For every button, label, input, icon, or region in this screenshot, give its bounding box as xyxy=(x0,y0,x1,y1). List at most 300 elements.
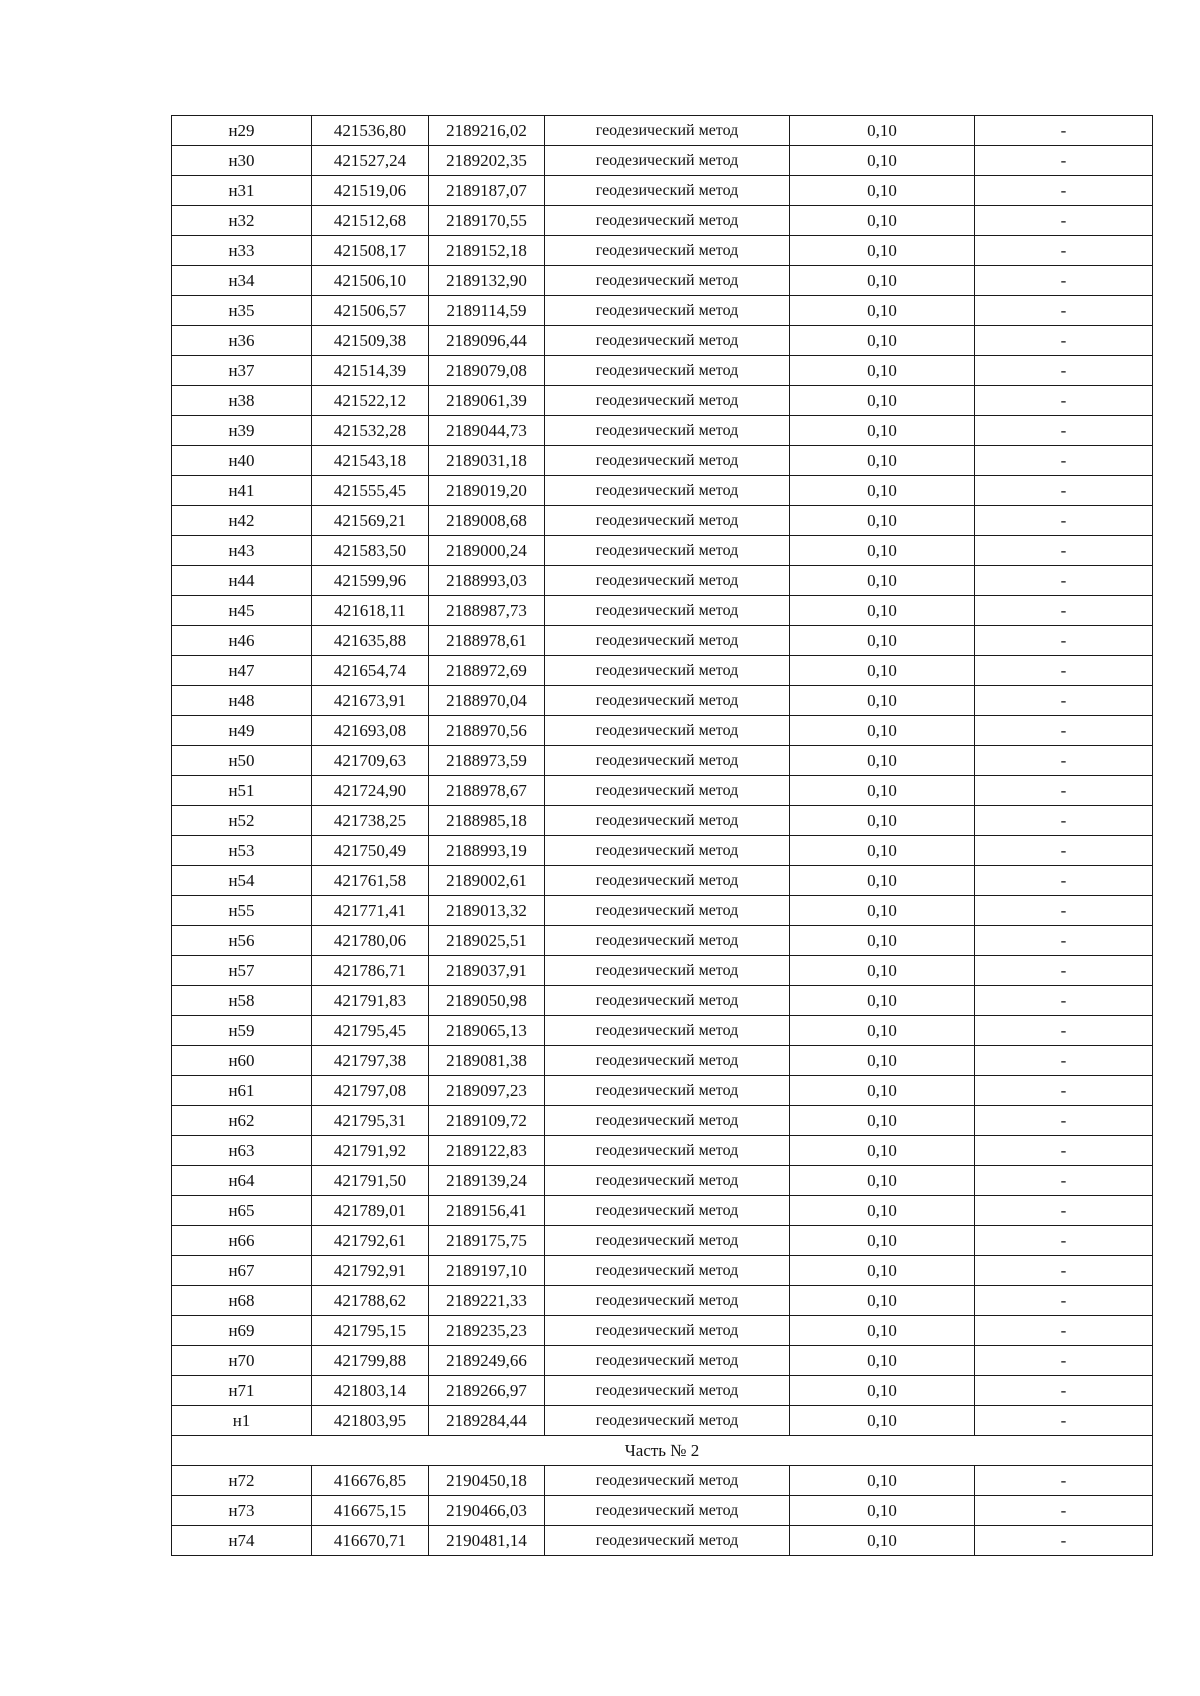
accuracy-cell: 0,10 xyxy=(790,476,975,506)
description-cell: - xyxy=(975,776,1153,806)
method-cell: геодезический метод xyxy=(545,1286,790,1316)
accuracy-cell: 0,10 xyxy=(790,296,975,326)
description-cell: - xyxy=(975,326,1153,356)
method-cell: геодезический метод xyxy=(545,896,790,926)
method-cell: геодезический метод xyxy=(545,386,790,416)
table-row xyxy=(172,536,1153,566)
method-cell: геодезический метод xyxy=(545,1226,790,1256)
y-coordinate-cell: 2188993,03 xyxy=(429,566,545,596)
method-cell: геодезический метод xyxy=(545,446,790,476)
accuracy-cell: 0,10 xyxy=(790,1286,975,1316)
point-name-cell: н38 xyxy=(172,386,312,416)
method-cell: геодезический метод xyxy=(545,1406,790,1436)
point-name-cell: н60 xyxy=(172,1046,312,1076)
method-cell: геодезический метод xyxy=(545,1076,790,1106)
table-row xyxy=(172,626,1153,656)
table-row xyxy=(172,116,1153,146)
table-row xyxy=(172,1256,1153,1286)
y-coordinate-cell: 2188972,69 xyxy=(429,656,545,686)
point-name-cell: н44 xyxy=(172,566,312,596)
y-coordinate-cell: 2189122,83 xyxy=(429,1136,545,1166)
x-coordinate-cell: 421788,62 xyxy=(312,1286,429,1316)
accuracy-cell: 0,10 xyxy=(790,986,975,1016)
accuracy-cell: 0,10 xyxy=(790,1316,975,1346)
description-cell: - xyxy=(975,1466,1153,1496)
description-cell: - xyxy=(975,1226,1153,1256)
point-name-cell: н67 xyxy=(172,1256,312,1286)
description-cell: - xyxy=(975,656,1153,686)
y-coordinate-cell: 2189170,55 xyxy=(429,206,545,236)
x-coordinate-cell: 421797,38 xyxy=(312,1046,429,1076)
x-coordinate-cell: 421803,14 xyxy=(312,1376,429,1406)
accuracy-cell: 0,10 xyxy=(790,776,975,806)
description-cell: - xyxy=(975,116,1153,146)
description-cell: - xyxy=(975,1316,1153,1346)
x-coordinate-cell: 421618,11 xyxy=(312,596,429,626)
y-coordinate-cell: 2189132,90 xyxy=(429,266,545,296)
method-cell: геодезический метод xyxy=(545,1526,790,1556)
point-name-cell: н66 xyxy=(172,1226,312,1256)
x-coordinate-cell: 421512,68 xyxy=(312,206,429,236)
accuracy-cell: 0,10 xyxy=(790,386,975,416)
description-cell: - xyxy=(975,746,1153,776)
x-coordinate-cell: 421569,21 xyxy=(312,506,429,536)
x-coordinate-cell: 421795,15 xyxy=(312,1316,429,1346)
x-coordinate-cell: 421527,24 xyxy=(312,146,429,176)
table-row xyxy=(172,1406,1153,1436)
table-row xyxy=(172,1076,1153,1106)
accuracy-cell: 0,10 xyxy=(790,1046,975,1076)
method-cell: геодезический метод xyxy=(545,986,790,1016)
point-name-cell: н56 xyxy=(172,926,312,956)
x-coordinate-cell: 421771,41 xyxy=(312,896,429,926)
method-cell: геодезический метод xyxy=(545,236,790,266)
x-coordinate-cell: 421583,50 xyxy=(312,536,429,566)
point-name-cell: н65 xyxy=(172,1196,312,1226)
y-coordinate-cell: 2189019,20 xyxy=(429,476,545,506)
table-row xyxy=(172,896,1153,926)
y-coordinate-cell: 2189197,10 xyxy=(429,1256,545,1286)
table-row xyxy=(172,236,1153,266)
y-coordinate-cell: 2189139,24 xyxy=(429,1166,545,1196)
method-cell: геодезический метод xyxy=(545,926,790,956)
x-coordinate-cell: 421795,31 xyxy=(312,1106,429,1136)
method-cell: геодезический метод xyxy=(545,416,790,446)
y-coordinate-cell: 2188978,61 xyxy=(429,626,545,656)
y-coordinate-cell: 2189187,07 xyxy=(429,176,545,206)
point-name-cell: н31 xyxy=(172,176,312,206)
method-cell: геодезический метод xyxy=(545,566,790,596)
x-coordinate-cell: 421506,10 xyxy=(312,266,429,296)
y-coordinate-cell: 2189202,35 xyxy=(429,146,545,176)
table-row xyxy=(172,836,1153,866)
y-coordinate-cell: 2190481,14 xyxy=(429,1526,545,1556)
point-name-cell: н51 xyxy=(172,776,312,806)
x-coordinate-cell: 421532,28 xyxy=(312,416,429,446)
description-cell: - xyxy=(975,1376,1153,1406)
y-coordinate-cell: 2189000,24 xyxy=(429,536,545,566)
coordinates-table-body xyxy=(172,116,1153,1556)
description-cell: - xyxy=(975,236,1153,266)
x-coordinate-cell: 416670,71 xyxy=(312,1526,429,1556)
point-name-cell: н42 xyxy=(172,506,312,536)
accuracy-cell: 0,10 xyxy=(790,686,975,716)
table-row xyxy=(172,596,1153,626)
table-row xyxy=(172,416,1153,446)
point-name-cell: н53 xyxy=(172,836,312,866)
accuracy-cell: 0,10 xyxy=(790,1526,975,1556)
x-coordinate-cell: 416675,15 xyxy=(312,1496,429,1526)
table-row xyxy=(172,1046,1153,1076)
description-cell: - xyxy=(975,1076,1153,1106)
description-cell: - xyxy=(975,296,1153,326)
method-cell: геодезический метод xyxy=(545,956,790,986)
section-heading-row xyxy=(172,1436,1153,1466)
y-coordinate-cell: 2189114,59 xyxy=(429,296,545,326)
table-row xyxy=(172,1106,1153,1136)
point-name-cell: н49 xyxy=(172,716,312,746)
description-cell: - xyxy=(975,896,1153,926)
description-cell: - xyxy=(975,446,1153,476)
accuracy-cell: 0,10 xyxy=(790,506,975,536)
description-cell: - xyxy=(975,476,1153,506)
table-row xyxy=(172,1316,1153,1346)
x-coordinate-cell: 421693,08 xyxy=(312,716,429,746)
x-coordinate-cell: 421750,49 xyxy=(312,836,429,866)
method-cell: геодезический метод xyxy=(545,1346,790,1376)
y-coordinate-cell: 2190466,03 xyxy=(429,1496,545,1526)
accuracy-cell: 0,10 xyxy=(790,866,975,896)
accuracy-cell: 0,10 xyxy=(790,176,975,206)
x-coordinate-cell: 421724,90 xyxy=(312,776,429,806)
table-row xyxy=(172,1466,1153,1496)
method-cell: геодезический метод xyxy=(545,716,790,746)
point-name-cell: н43 xyxy=(172,536,312,566)
accuracy-cell: 0,10 xyxy=(790,146,975,176)
y-coordinate-cell: 2190450,18 xyxy=(429,1466,545,1496)
accuracy-cell: 0,10 xyxy=(790,716,975,746)
method-cell: геодезический метод xyxy=(545,506,790,536)
method-cell: геодезический метод xyxy=(545,1256,790,1286)
description-cell: - xyxy=(975,1046,1153,1076)
accuracy-cell: 0,10 xyxy=(790,1406,975,1436)
point-name-cell: н39 xyxy=(172,416,312,446)
accuracy-cell: 0,10 xyxy=(790,1226,975,1256)
x-coordinate-cell: 421803,95 xyxy=(312,1406,429,1436)
accuracy-cell: 0,10 xyxy=(790,416,975,446)
x-coordinate-cell: 421599,96 xyxy=(312,566,429,596)
accuracy-cell: 0,10 xyxy=(790,926,975,956)
point-name-cell: н1 xyxy=(172,1406,312,1436)
point-name-cell: н46 xyxy=(172,626,312,656)
method-cell: геодезический метод xyxy=(545,1016,790,1046)
method-cell: геодезический метод xyxy=(545,626,790,656)
x-coordinate-cell: 421761,58 xyxy=(312,866,429,896)
table-row xyxy=(172,476,1153,506)
accuracy-cell: 0,10 xyxy=(790,356,975,386)
y-coordinate-cell: 2189152,18 xyxy=(429,236,545,266)
table-row xyxy=(172,1136,1153,1166)
table-row xyxy=(172,1196,1153,1226)
method-cell: геодезический метод xyxy=(545,296,790,326)
point-name-cell: н69 xyxy=(172,1316,312,1346)
method-cell: геодезический метод xyxy=(545,866,790,896)
description-cell: - xyxy=(975,266,1153,296)
x-coordinate-cell: 421792,61 xyxy=(312,1226,429,1256)
x-coordinate-cell: 421795,45 xyxy=(312,1016,429,1046)
method-cell: геодезический метод xyxy=(545,1166,790,1196)
point-name-cell: н36 xyxy=(172,326,312,356)
table-row xyxy=(172,326,1153,356)
description-cell: - xyxy=(975,1016,1153,1046)
x-coordinate-cell: 421514,39 xyxy=(312,356,429,386)
table-row xyxy=(172,446,1153,476)
accuracy-cell: 0,10 xyxy=(790,566,975,596)
x-coordinate-cell: 421709,63 xyxy=(312,746,429,776)
table-row xyxy=(172,686,1153,716)
y-coordinate-cell: 2189061,39 xyxy=(429,386,545,416)
y-coordinate-cell: 2189284,44 xyxy=(429,1406,545,1436)
x-coordinate-cell: 421791,83 xyxy=(312,986,429,1016)
table-row xyxy=(172,956,1153,986)
y-coordinate-cell: 2189221,33 xyxy=(429,1286,545,1316)
method-cell: геодезический метод xyxy=(545,1106,790,1136)
y-coordinate-cell: 2188973,59 xyxy=(429,746,545,776)
accuracy-cell: 0,10 xyxy=(790,1076,975,1106)
x-coordinate-cell: 421543,18 xyxy=(312,446,429,476)
point-name-cell: н54 xyxy=(172,866,312,896)
description-cell: - xyxy=(975,386,1153,416)
x-coordinate-cell: 421786,71 xyxy=(312,956,429,986)
accuracy-cell: 0,10 xyxy=(790,1256,975,1286)
accuracy-cell: 0,10 xyxy=(790,326,975,356)
x-coordinate-cell: 421536,80 xyxy=(312,116,429,146)
x-coordinate-cell: 421791,50 xyxy=(312,1166,429,1196)
description-cell: - xyxy=(975,1346,1153,1376)
point-name-cell: н74 xyxy=(172,1526,312,1556)
point-name-cell: н35 xyxy=(172,296,312,326)
y-coordinate-cell: 2189079,08 xyxy=(429,356,545,386)
method-cell: геодезический метод xyxy=(545,176,790,206)
table-row xyxy=(172,356,1153,386)
accuracy-cell: 0,10 xyxy=(790,116,975,146)
accuracy-cell: 0,10 xyxy=(790,536,975,566)
description-cell: - xyxy=(975,986,1153,1016)
description-cell: - xyxy=(975,806,1153,836)
method-cell: геодезический метод xyxy=(545,476,790,506)
accuracy-cell: 0,10 xyxy=(790,956,975,986)
description-cell: - xyxy=(975,176,1153,206)
description-cell: - xyxy=(975,866,1153,896)
y-coordinate-cell: 2189008,68 xyxy=(429,506,545,536)
table-row xyxy=(172,746,1153,776)
accuracy-cell: 0,10 xyxy=(790,746,975,776)
y-coordinate-cell: 2189065,13 xyxy=(429,1016,545,1046)
y-coordinate-cell: 2189031,18 xyxy=(429,446,545,476)
y-coordinate-cell: 2189216,02 xyxy=(429,116,545,146)
accuracy-cell: 0,10 xyxy=(790,1496,975,1526)
point-name-cell: н48 xyxy=(172,686,312,716)
coordinates-table xyxy=(171,115,1153,1556)
accuracy-cell: 0,10 xyxy=(790,1016,975,1046)
x-coordinate-cell: 421673,91 xyxy=(312,686,429,716)
accuracy-cell: 0,10 xyxy=(790,1166,975,1196)
point-name-cell: н33 xyxy=(172,236,312,266)
x-coordinate-cell: 416676,85 xyxy=(312,1466,429,1496)
x-coordinate-cell: 421522,12 xyxy=(312,386,429,416)
accuracy-cell: 0,10 xyxy=(790,1376,975,1406)
table-row xyxy=(172,656,1153,686)
x-coordinate-cell: 421654,74 xyxy=(312,656,429,686)
method-cell: геодезический метод xyxy=(545,1196,790,1226)
point-name-cell: н62 xyxy=(172,1106,312,1136)
table-row xyxy=(172,566,1153,596)
x-coordinate-cell: 421738,25 xyxy=(312,806,429,836)
y-coordinate-cell: 2189266,97 xyxy=(429,1376,545,1406)
point-name-cell: н71 xyxy=(172,1376,312,1406)
description-cell: - xyxy=(975,1526,1153,1556)
description-cell: - xyxy=(975,356,1153,386)
description-cell: - xyxy=(975,1106,1153,1136)
method-cell: геодезический метод xyxy=(545,356,790,386)
x-coordinate-cell: 421799,88 xyxy=(312,1346,429,1376)
x-coordinate-cell: 421780,06 xyxy=(312,926,429,956)
description-cell: - xyxy=(975,1136,1153,1166)
description-cell: - xyxy=(975,1286,1153,1316)
table-row xyxy=(172,1346,1153,1376)
y-coordinate-cell: 2189156,41 xyxy=(429,1196,545,1226)
y-coordinate-cell: 2189096,44 xyxy=(429,326,545,356)
method-cell: геодезический метод xyxy=(545,326,790,356)
accuracy-cell: 0,10 xyxy=(790,896,975,926)
accuracy-cell: 0,10 xyxy=(790,836,975,866)
description-cell: - xyxy=(975,146,1153,176)
table-row xyxy=(172,776,1153,806)
point-name-cell: н72 xyxy=(172,1466,312,1496)
table-row xyxy=(172,716,1153,746)
y-coordinate-cell: 2188985,18 xyxy=(429,806,545,836)
method-cell: геодезический метод xyxy=(545,206,790,236)
table-row xyxy=(172,806,1153,836)
point-name-cell: н50 xyxy=(172,746,312,776)
accuracy-cell: 0,10 xyxy=(790,1196,975,1226)
x-coordinate-cell: 421509,38 xyxy=(312,326,429,356)
description-cell: - xyxy=(975,536,1153,566)
accuracy-cell: 0,10 xyxy=(790,1346,975,1376)
table-row xyxy=(172,1016,1153,1046)
description-cell: - xyxy=(975,1196,1153,1226)
table-row xyxy=(172,866,1153,896)
y-coordinate-cell: 2189013,32 xyxy=(429,896,545,926)
table-row xyxy=(172,206,1153,236)
method-cell: геодезический метод xyxy=(545,1466,790,1496)
point-name-cell: н29 xyxy=(172,116,312,146)
y-coordinate-cell: 2189044,73 xyxy=(429,416,545,446)
point-name-cell: н70 xyxy=(172,1346,312,1376)
method-cell: геодезический метод xyxy=(545,776,790,806)
x-coordinate-cell: 421506,57 xyxy=(312,296,429,326)
table-row xyxy=(172,296,1153,326)
method-cell: геодезический метод xyxy=(545,806,790,836)
x-coordinate-cell: 421555,45 xyxy=(312,476,429,506)
method-cell: геодезический метод xyxy=(545,1376,790,1406)
method-cell: геодезический метод xyxy=(545,596,790,626)
table-row xyxy=(172,1286,1153,1316)
accuracy-cell: 0,10 xyxy=(790,266,975,296)
point-name-cell: н57 xyxy=(172,956,312,986)
y-coordinate-cell: 2189050,98 xyxy=(429,986,545,1016)
x-coordinate-cell: 421508,17 xyxy=(312,236,429,266)
method-cell: геодезический метод xyxy=(545,146,790,176)
description-cell: - xyxy=(975,956,1153,986)
method-cell: геодезический метод xyxy=(545,1316,790,1346)
y-coordinate-cell: 2188978,67 xyxy=(429,776,545,806)
x-coordinate-cell: 421797,08 xyxy=(312,1076,429,1106)
method-cell: геодезический метод xyxy=(545,116,790,146)
description-cell: - xyxy=(975,716,1153,746)
y-coordinate-cell: 2189002,61 xyxy=(429,866,545,896)
point-name-cell: н63 xyxy=(172,1136,312,1166)
point-name-cell: н64 xyxy=(172,1166,312,1196)
y-coordinate-cell: 2189081,38 xyxy=(429,1046,545,1076)
description-cell: - xyxy=(975,1496,1153,1526)
table-row xyxy=(172,1166,1153,1196)
point-name-cell: н34 xyxy=(172,266,312,296)
accuracy-cell: 0,10 xyxy=(790,1106,975,1136)
method-cell: геодезический метод xyxy=(545,1046,790,1076)
point-name-cell: н32 xyxy=(172,206,312,236)
point-name-cell: н41 xyxy=(172,476,312,506)
point-name-cell: н59 xyxy=(172,1016,312,1046)
y-coordinate-cell: 2189025,51 xyxy=(429,926,545,956)
y-coordinate-cell: 2188970,56 xyxy=(429,716,545,746)
accuracy-cell: 0,10 xyxy=(790,626,975,656)
description-cell: - xyxy=(975,926,1153,956)
description-cell: - xyxy=(975,1406,1153,1436)
method-cell: геодезический метод xyxy=(545,266,790,296)
point-name-cell: н45 xyxy=(172,596,312,626)
accuracy-cell: 0,10 xyxy=(790,236,975,266)
description-cell: - xyxy=(975,416,1153,446)
table-row xyxy=(172,266,1153,296)
y-coordinate-cell: 2188970,04 xyxy=(429,686,545,716)
x-coordinate-cell: 421789,01 xyxy=(312,1196,429,1226)
method-cell: геодезический метод xyxy=(545,1136,790,1166)
table-row xyxy=(172,986,1153,1016)
point-name-cell: н61 xyxy=(172,1076,312,1106)
method-cell: геодезический метод xyxy=(545,746,790,776)
description-cell: - xyxy=(975,566,1153,596)
point-name-cell: н73 xyxy=(172,1496,312,1526)
description-cell: - xyxy=(975,1256,1153,1286)
description-cell: - xyxy=(975,596,1153,626)
point-name-cell: н30 xyxy=(172,146,312,176)
y-coordinate-cell: 2189037,91 xyxy=(429,956,545,986)
point-name-cell: н55 xyxy=(172,896,312,926)
description-cell: - xyxy=(975,626,1153,656)
y-coordinate-cell: 2189175,75 xyxy=(429,1226,545,1256)
accuracy-cell: 0,10 xyxy=(790,1466,975,1496)
y-coordinate-cell: 2189235,23 xyxy=(429,1316,545,1346)
method-cell: геодезический метод xyxy=(545,836,790,866)
x-coordinate-cell: 421519,06 xyxy=(312,176,429,206)
table-row xyxy=(172,1496,1153,1526)
table-row xyxy=(172,506,1153,536)
section-heading: Часть № 2 xyxy=(172,1436,1153,1466)
accuracy-cell: 0,10 xyxy=(790,596,975,626)
y-coordinate-cell: 2189109,72 xyxy=(429,1106,545,1136)
table-row xyxy=(172,176,1153,206)
